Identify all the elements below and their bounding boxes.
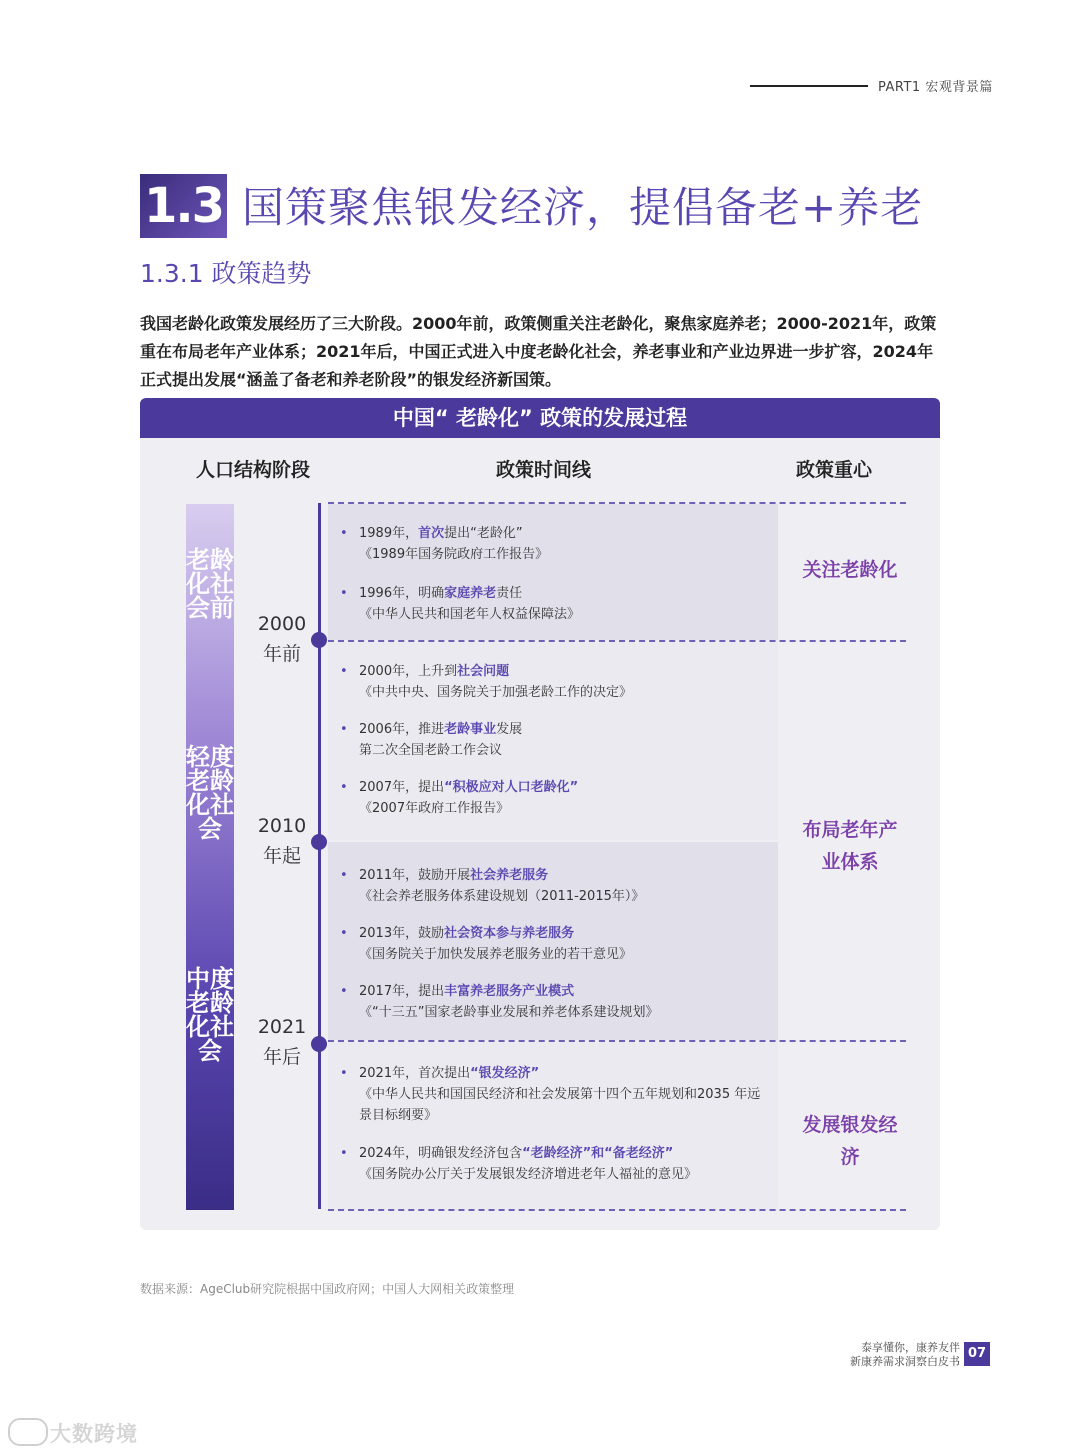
policy-event: • 1989年，首次提出“老龄化” 《1989年国务院政府工作报告》 [340, 523, 770, 565]
bullet-icon: • [340, 526, 348, 541]
section-number: 1.3 [140, 174, 227, 238]
column-header-timeline: 政策时间线 [496, 459, 592, 481]
policy-event: • 2017年，提出丰富养老服务产业模式 《“十三五”国家老龄事业发展和养老体系建设规划》 [340, 981, 770, 1023]
bullet-icon: • [340, 780, 348, 795]
policy-event: • 2000年，上升到社会问题 《中共中央、国务院关于加强老龄工作的决定》 [340, 661, 770, 703]
focus-label-2: 布局老年产业体系 [802, 819, 898, 873]
year-marker-2021: 2021 年后 [257, 1016, 307, 1068]
panel-banner: 中国“ 老龄化” 政策的发展过程 [140, 398, 940, 438]
bullet-icon: • [340, 926, 348, 941]
stage-label-pre: 老龄化社会前 [186, 546, 234, 622]
year-marker-2000: 2000 年前 [257, 613, 307, 665]
focus-label-1: 关注老龄化 [802, 559, 898, 581]
bullet-icon: • [340, 1146, 348, 1161]
focus-label-3: 发展银发经济 [802, 1114, 898, 1168]
policy-event: • 2011年，鼓励开展社会养老服务 《社会养老服务体系建设规划（2011-2015年）》 [340, 865, 770, 907]
intro-paragraph: 我国老龄化政策发展经历了三大阶段。2000年前，政策侧重关注老龄化，聚焦家庭养老；2000-2021年，政策重在布局老年产业体系；2021年后，中国正式进入中度老龄化社会，养老事业和产业边界进一步扩容，2024年正式提出发展“涵盖了备老和养老阶段”的银发经济新国策。 [140, 314, 937, 389]
bullet-icon: • [340, 984, 348, 999]
page-number: 07 [964, 1342, 990, 1366]
dashed-separator [328, 1209, 906, 1211]
dashed-separator [328, 1040, 906, 1042]
bullet-icon: • [340, 586, 348, 601]
bullet-icon: • [340, 722, 348, 737]
bullet-icon: • [340, 868, 348, 883]
timeline-axis [318, 503, 321, 1209]
bullet-icon: • [340, 664, 348, 679]
column-header-stage: 人口结构阶段 [196, 459, 311, 481]
stage-label-moderate: 中度老龄化社会 [186, 965, 234, 1065]
bullet-icon: • [340, 1066, 348, 1081]
policy-event: • 2013年，鼓励社会资本参与养老服务 《国务院关于加快发展养老服务业的若干意见》 [340, 923, 770, 965]
stage-label-mild: 轻度老龄化社会 [186, 743, 234, 843]
policy-event: • 2007年，提出“积极应对人口老龄化” 《2007年政府工作报告》 [340, 777, 770, 819]
policy-event: • 2024年，明确银发经济包含“老龄经济”和“备老经济” 《国务院办公厅关于发展银发经济增进老年人福祉的意见》 [340, 1143, 770, 1185]
section-title: 国策聚焦银发经济，提倡备老+养老 [242, 183, 924, 232]
dashed-separator [328, 502, 906, 504]
column-header-focus: 政策重心 [796, 459, 873, 481]
policy-event: • 2006年，推进老龄事业发展 第二次全国老龄工作会议 [340, 719, 770, 761]
policy-event: • 1996年，明确家庭养老责任 《中华人民共和国老年人权益保障法》 [340, 583, 770, 625]
watermark-logo-icon [8, 1418, 48, 1446]
header-rule [750, 85, 868, 87]
data-source: 数据来源：AgeClub研究院根据中国政府网；中国人大网相关政策整理 [140, 1282, 515, 1296]
policy-event: • 2021年，首次提出“银发经济” 《中华人民共和国国民经济和社会发展第十四个五年规划和2035 年远景目标纲要》 [340, 1063, 770, 1126]
part-label: PART1 宏观背景篇 [878, 80, 993, 95]
year-marker-2010: 2010 年起 [257, 815, 307, 867]
watermark-text: 大数跨境 [50, 1422, 138, 1446]
footer-slogan: 泰享懂你，康养友伴 新康养需求洞察白皮书 [850, 1341, 960, 1368]
dashed-separator [328, 640, 906, 642]
subsection-title: 1.3.1 政策趋势 [140, 259, 312, 288]
